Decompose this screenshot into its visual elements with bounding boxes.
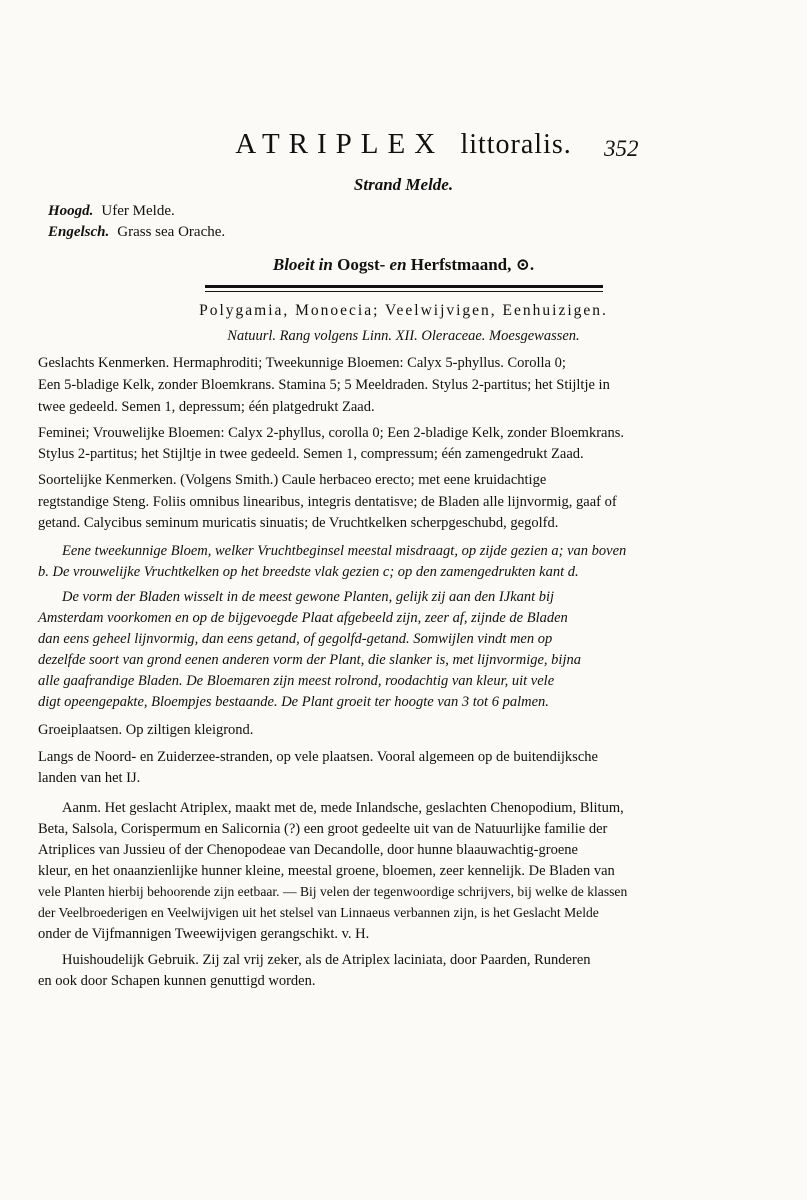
text-line: twee gedeeld. Semen 1, depressum; één platgedrukt Zaad.	[38, 399, 375, 415]
note-line: Aanm. Het geslacht Atriplex, maakt met de, mede Inlandsche, geslachten Chenopodium, Blitum,	[62, 800, 624, 816]
text-line: digt opeengepakte, Bloempjes bestaande. De Plant groeit ter hoogte van 3 tot 6 palmen.	[38, 694, 549, 710]
bloom-month-2: Herfstmaand	[410, 255, 508, 274]
name-value: Ufer Melde.	[101, 203, 175, 219]
use-line: en ook door Schapen kunnen genuttigd worden.	[38, 973, 316, 989]
name-label: Engelsch.	[48, 224, 110, 240]
figure-caption-line: b. De vrouwelijke Vruchtkelken op het breedste vlak gezien c; op den zamengedrukten kant d.	[38, 564, 579, 580]
figure-caption-line: Eene tweekunnige Bloem, welker Vruchtbeginsel meestal misdraagt, op zijde gezien a; van boven	[62, 543, 627, 559]
text-line: Amsterdam voorkomen en op de bijgevoegde Plaat afgebeeld zijn, zeer af, zijnde de Bladen	[38, 610, 568, 626]
bloom-prefix: Bloeit in	[272, 255, 333, 274]
text-line: Geslachts Kenmerken. Hermaphroditi; Tweekunnige Bloemen: Calyx 5-phyllus. Corolla 0;	[38, 355, 566, 371]
note-line: der Veelbroederigen en Veelwijvigen uit het stelsel van Linnaeus verbannen zijn, is het Geslacht Melde	[38, 905, 599, 920]
text-line: regtstandige Steng. Foliis omnibus linearibus, integris dentatisve; de Bladen alle lijnvormig, gaaf of	[38, 494, 617, 510]
species-name: littoralis.	[460, 129, 572, 160]
dutch-name: Strand Melde.	[353, 175, 454, 194]
page-number: 352	[604, 136, 639, 161]
note-line: Atriplices van Jussieu of der Chenopodeae van Decandolle, door hunne blaauwachtig-groene	[38, 842, 578, 858]
bloom-line	[0, 255, 807, 275]
annual-symbol: , ⊙.	[507, 255, 535, 274]
divider-thin	[205, 291, 603, 292]
text-line: Stylus 2-partitus; het Stijltje in twee gedeeld. Semen 1, compressum; één zamengedrukt Zaad.	[38, 446, 584, 462]
text-line: Langs de Noord- en Zuiderzee-stranden, op vele plaatsen. Vooral algemeen op de buitendijksche	[38, 749, 598, 765]
page-title	[0, 128, 807, 161]
note-line: Beta, Salsola, Corispermum en Salicornia (?) een groot gedeelte uit van de Natuurlijke familie der	[38, 821, 608, 837]
text-line: Soortelijke Kenmerken. (Volgens Smith.) Caule herbaceo erecto; met eene kruidachtige	[38, 472, 547, 488]
text-line: getand. Calycibus seminum muricatis sinuatis; de Vruchtkelken scherpgeschubd, gegolfd.	[38, 515, 559, 531]
divider-thick	[205, 285, 603, 288]
text-line: Een 5-bladige Kelk, zonder Bloemkrans. Stamina 5; 5 Meeldraden. Stylus 2-partitus; het Stijltje in	[38, 377, 610, 393]
name-high-german	[48, 203, 175, 220]
habitat-heading: Groeiplaatsen. Op ziltigen kleigrond.	[38, 722, 254, 738]
name-label: Hoogd.	[48, 203, 94, 219]
name-value: Grass sea Orache.	[117, 224, 226, 240]
bloom-conj: en	[389, 255, 407, 274]
text-line: dezelfde soort van grond eenen anderen vorm der Plant, die slanker is, met lijnvormige, bijna	[38, 652, 581, 668]
classification-line: Polygamia, Monoecia; Veelwijvigen, Eenhuizigen.	[199, 302, 608, 319]
note-line: vele Planten hierbij behoorende zijn eetbaar. — Bij velen der tegenwoordige schrijvers, bij welke de klassen	[38, 884, 628, 899]
genus-name: ATRIPLEX	[235, 128, 445, 160]
text-line: Feminei; Vrouwelijke Bloemen: Calyx 2-phyllus, corolla 0; Een 2-bladige Kelk, zonder Bloemkrans.	[38, 425, 624, 441]
text-line: alle gaafrandige Bladen. De Bloemaren zijn meest rolrond, roodachtig van kleur, uit vele	[38, 673, 555, 689]
bloom-month-1: Oogst-	[337, 255, 386, 274]
text-line: landen van het IJ.	[38, 770, 141, 786]
note-line: kleur, en het onaanzienlijke hunner kleine, meestal groene, bloemen, zeer kennelijk. De Bladen van	[38, 863, 615, 879]
use-line: Huishoudelijk Gebruik. Zij zal vrij zeker, als de Atriplex laciniata, door Paarden, Runderen	[62, 952, 591, 968]
text-line: dan eens geheel lijnvormig, dan eens getand, of gegolfd-getand. Somwijlen vindt men op	[38, 631, 553, 647]
note-line: onder de Vijfmannigen Tweewijvigen gerangschikt. v. H.	[38, 926, 370, 942]
natural-rank-line: Natuurl. Rang volgens Linn. XII. Oleraceae. Moesgewassen.	[227, 328, 580, 344]
name-english	[48, 224, 225, 241]
text-line: De vorm der Bladen wisselt in de meest gewone Planten, gelijk zij aan den IJkant bij	[62, 589, 555, 605]
